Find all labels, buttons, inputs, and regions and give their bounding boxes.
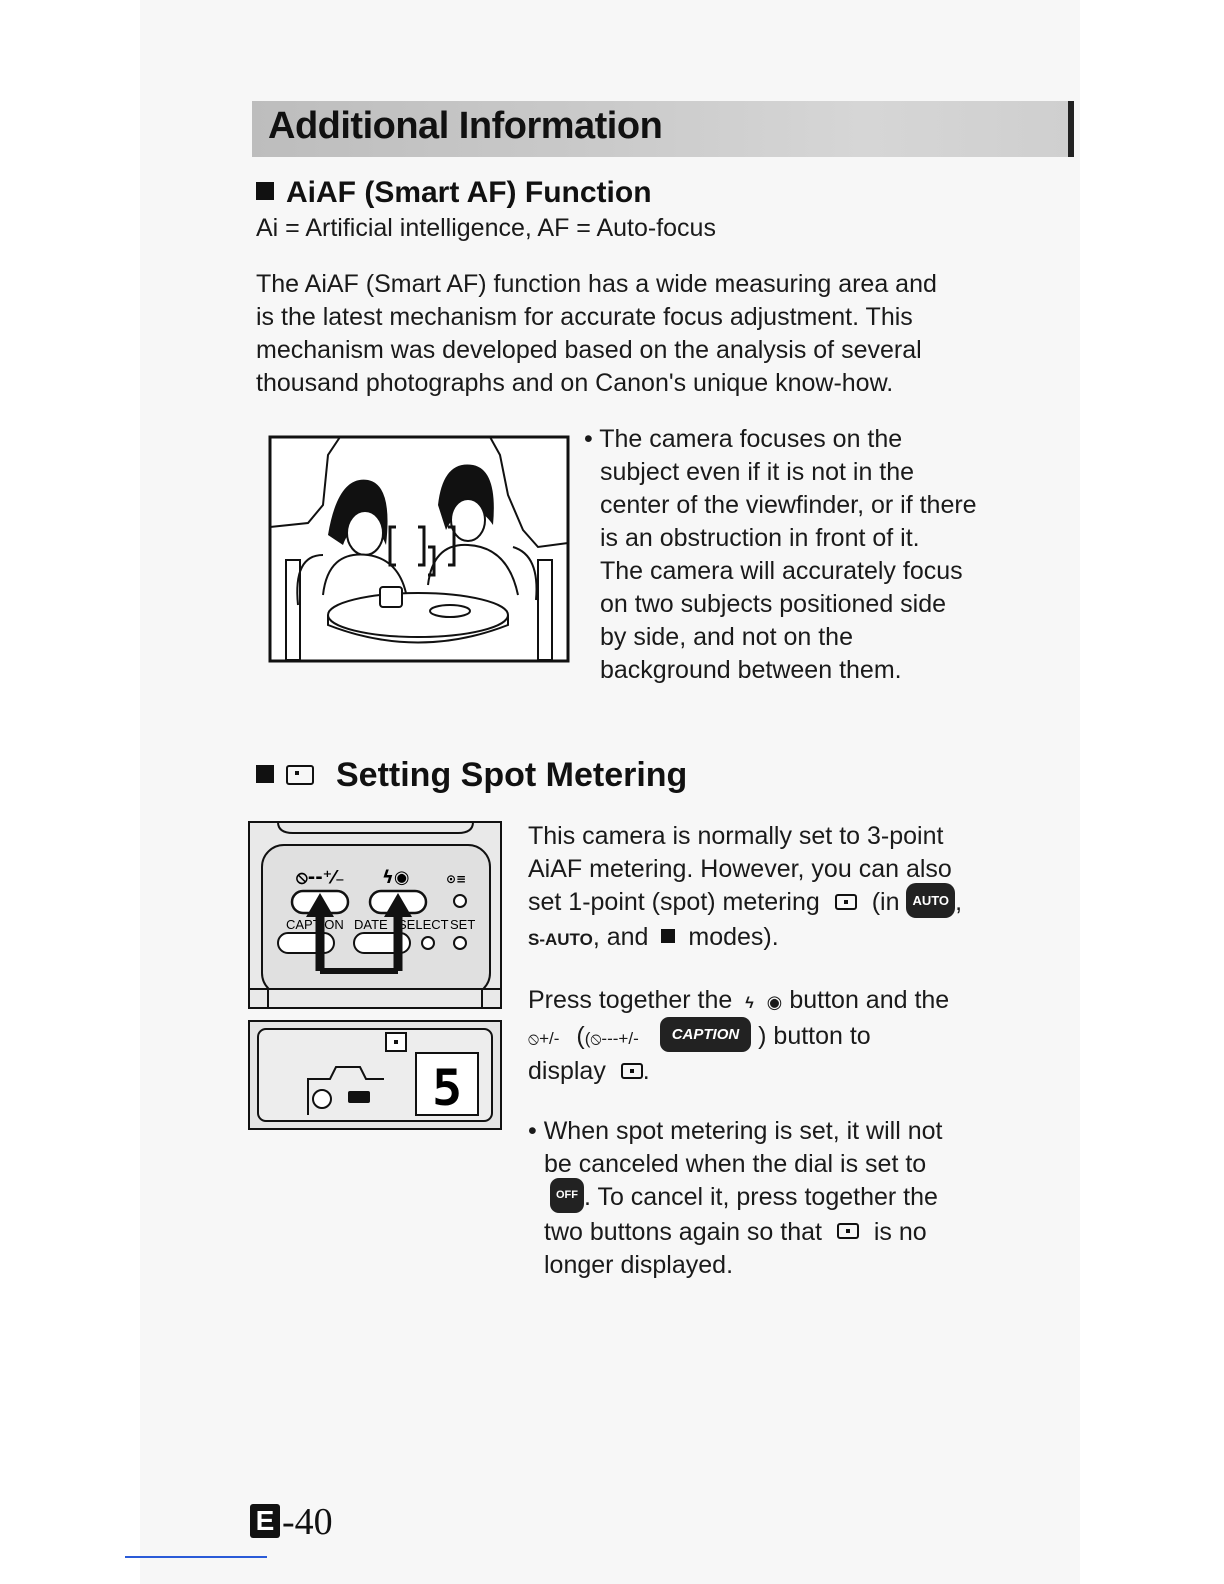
spot-heading [256,756,687,795]
language-e-icon: E [250,1504,280,1538]
bullet-line: subject even if it is not in the [600,458,915,486]
spot-line: This camera is normally set to 3-point [528,822,944,850]
aiaf-illustration [268,435,570,663]
panel-label-caption: CAPTION [286,917,344,932]
note-line: be canceled when the dial is set to [544,1150,927,1178]
spot-metering-icon [621,1063,643,1079]
caption-mode-icon: CAPTION [660,1017,752,1052]
lcd-digit: 5 [432,1059,463,1117]
spot-line: AiAF metering. However, you can also [528,855,952,883]
paragraph-line: thousand photographs and on Canon's unique know-how. [256,369,894,397]
note-line: longer displayed. [544,1251,734,1279]
note-line: two buttons again so that is no [544,1218,927,1246]
manual-mode-icon [661,929,675,943]
spot-line: set 1-point (spot) metering (in AUTO , [528,886,962,921]
spot-metering-icon [835,894,857,910]
spot-press-instructions [528,984,949,1088]
svg-text:ϟ◉: ϟ◉ [382,867,410,888]
aiaf-paragraph [256,268,937,400]
bullet-line: by side, and not on the [600,623,853,651]
red-eye-icon: ◉ [766,992,783,1012]
bullet-line: background between them. [600,656,902,684]
bullet-line: • The camera focuses on the [584,425,903,453]
aiaf-heading-text: AiAF (Smart AF) Function [286,176,652,209]
flash-icon: ϟ [745,995,754,1012]
spot-heading-text: Setting Spot Metering [336,756,688,794]
self-timer-exposure-icon: (⦸---+/- [584,1029,639,1049]
spot-metering-icon [286,765,314,785]
press-line: display . [528,1057,650,1086]
panel-label-date: DATE [354,917,388,932]
aiaf-definition: Ai = Artificial intelligence, AF = Auto-focus [256,214,716,242]
spot-metering-icon [837,1223,859,1239]
panel-label-select: SELECT [398,917,449,932]
aiaf-heading [256,176,652,210]
svg-text:⊙≡: ⊙≡ [446,872,467,886]
spot-intro [528,820,962,956]
off-mode-icon: OFF [550,1178,584,1213]
camera-panel-illustration [248,821,502,1131]
footer-divider [125,1556,267,1558]
square-bullet-icon [256,765,274,783]
auto-mode-icon: AUTO [906,883,955,918]
spot-line: S-AUTO, and modes). [528,923,779,951]
bullet-line: center of the viewfinder, or if there [600,491,977,519]
section-title: Additional Information [268,105,663,147]
paragraph-line: mechanism was developed based on the analysis of several [256,336,922,364]
spot-note [528,1115,942,1282]
square-bullet-icon [256,182,274,200]
note-line: • When spot metering is set, it will not [528,1117,943,1145]
press-line: Press together the ϟ ◉ button and the [528,986,950,1014]
paragraph-line: is the latest mechanism for accurate focus adjustment. This [256,303,913,331]
paragraph-line: The AiAF (Smart AF) function has a wide measuring area and [256,270,937,298]
aiaf-bullet [584,423,977,687]
page-number-text: -40 [282,1501,333,1543]
self-timer-icon: ⦸+/- [528,1029,560,1049]
note-line: OFF . To cancel it, press together the [528,1181,942,1216]
s-auto-mode-icon: S-AUTO [528,930,593,949]
bullet-line: The camera will accurately focus [600,557,963,585]
press-line: ⦸+/- ((⦸---+/- CAPTION ) button to [528,1020,949,1055]
bullet-line: is an obstruction in front of it. [600,524,920,552]
svg-text:⦸--⁺⁄₋: ⦸--⁺⁄₋ [296,867,345,888]
panel-label-set: SET [450,917,476,932]
bullet-line: on two subjects positioned side [600,590,947,618]
page-number [250,1500,333,1544]
section-header [252,101,1074,157]
